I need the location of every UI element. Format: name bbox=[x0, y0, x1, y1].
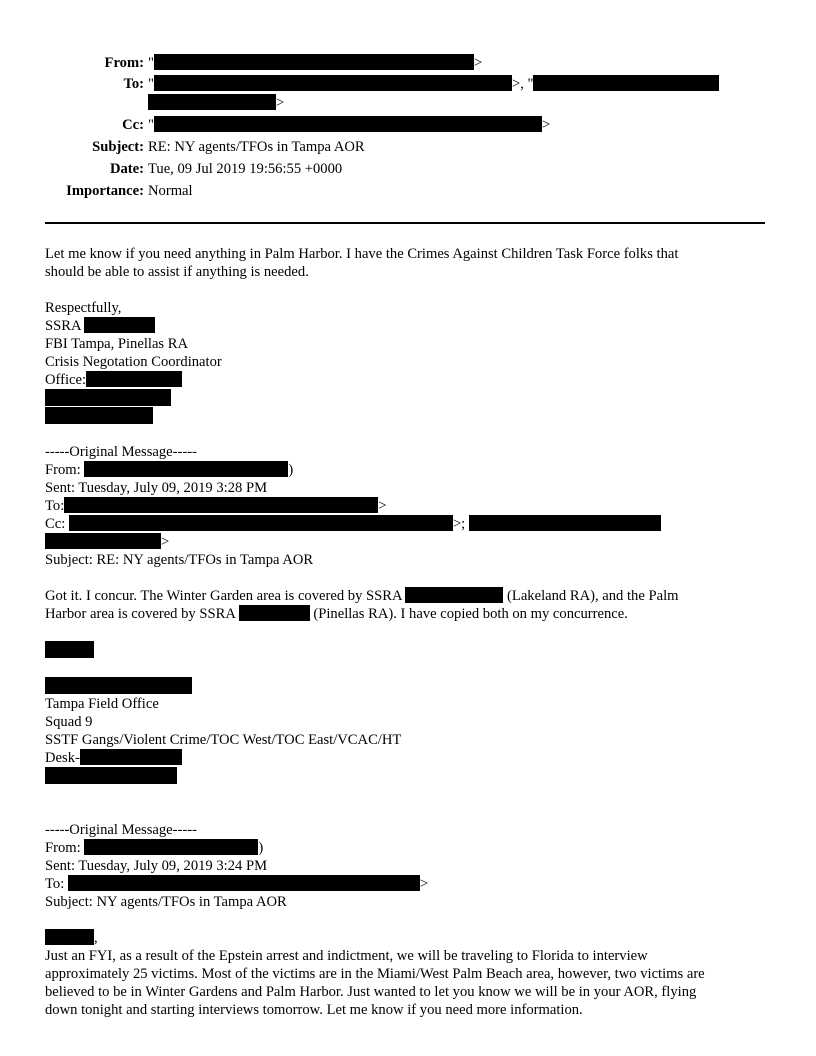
redaction bbox=[84, 317, 155, 333]
redaction bbox=[45, 677, 192, 694]
orig1-sent: Sent: Tuesday, July 09, 2019 3:28 PM bbox=[45, 480, 268, 496]
reply-sig-office: FBI Tampa, Pinellas RA bbox=[45, 336, 189, 352]
orig2-body-line: Just an FYI, as a result of the Epstein arrest and indictment, we will be traveling to Florida to interview bbox=[45, 948, 648, 964]
redaction bbox=[148, 94, 276, 110]
redaction bbox=[533, 75, 719, 91]
redaction bbox=[84, 839, 258, 855]
header-date-row bbox=[0, 160, 816, 178]
redaction bbox=[45, 407, 153, 424]
cc-value: " > bbox=[148, 117, 551, 133]
redaction bbox=[239, 605, 310, 621]
orig1-cc: Cc: >; bbox=[45, 515, 661, 533]
importance-value: Normal bbox=[148, 183, 193, 199]
orig1-body-line: Harbor area is covered by SSRA (Pinellas RA). I have copied both on my concurrence. bbox=[45, 606, 628, 622]
orig1-sig-squad: Squad 9 bbox=[45, 714, 93, 730]
orig2-body-line: believed to be in Winter Gardens and Palm Harbor. Just wanted to let you know we will be in your AOR, flying bbox=[45, 984, 697, 1000]
header-to-row-cont bbox=[0, 94, 816, 112]
redaction bbox=[64, 497, 378, 513]
header-importance-row bbox=[0, 182, 816, 200]
orig2-body-line: down tonight and starting interviews tomorrow. Let me know if you need more information. bbox=[45, 1002, 583, 1018]
header-from-row bbox=[0, 54, 816, 72]
importance-label: Importance: bbox=[66, 183, 144, 199]
reply-body-line: Let me know if you need anything in Palm Harbor. I have the Crimes Against Children Task Force folks that bbox=[45, 246, 679, 262]
to-value: " >, " bbox=[148, 75, 719, 93]
redaction bbox=[154, 116, 542, 132]
to-label: To: bbox=[123, 76, 144, 92]
redaction bbox=[405, 587, 503, 603]
orig1-sig-office: Tampa Field Office bbox=[45, 696, 159, 712]
orig2-body-line: approximately 25 victims. Most of the victims are in the Miami/West Palm Beach area, however, two victims are bbox=[45, 966, 705, 982]
redaction bbox=[45, 533, 161, 549]
redaction bbox=[68, 875, 420, 891]
cc-label: Cc: bbox=[122, 117, 144, 133]
header-cc-row bbox=[0, 116, 816, 134]
orig2-salutation: , bbox=[45, 929, 98, 947]
redaction bbox=[469, 515, 661, 531]
orig2-from: From: ) bbox=[45, 840, 264, 856]
orig2-divider: -----Original Message----- bbox=[45, 822, 197, 838]
orig1-from: From: ) bbox=[45, 462, 294, 478]
redaction bbox=[45, 767, 177, 784]
orig1-subject: Subject: RE: NY agents/TFOs in Tampa AOR bbox=[45, 552, 314, 568]
reply-sig-title: SSRA bbox=[45, 317, 155, 335]
redaction bbox=[45, 929, 94, 945]
orig2-subject: Subject: NY agents/TFOs in Tampa AOR bbox=[45, 894, 287, 910]
orig1-sig-desk: Desk- bbox=[45, 749, 182, 767]
date-label: Date: bbox=[109, 161, 144, 177]
redaction bbox=[154, 54, 474, 70]
orig1-divider: -----Original Message----- bbox=[45, 444, 197, 460]
date-value: Tue, 09 Jul 2019 19:56:55 +0000 bbox=[148, 161, 343, 177]
orig2-to: To: > bbox=[45, 876, 429, 892]
redaction bbox=[86, 371, 182, 387]
redaction bbox=[80, 749, 182, 765]
orig1-sig-unit: SSTF Gangs/Violent Crime/TOC West/TOC East/VCAC/HT bbox=[45, 732, 402, 748]
subject-label: Subject: bbox=[92, 139, 144, 155]
from-label: From: bbox=[104, 55, 144, 71]
orig1-body-line: Got it. I concur. The Winter Garden area is covered by SSRA (Lakeland RA), and the Palm bbox=[45, 588, 679, 604]
to-value-cont: > bbox=[148, 94, 284, 112]
orig2-sent: Sent: Tuesday, July 09, 2019 3:24 PM bbox=[45, 858, 268, 874]
reply-sig-phone: Office: bbox=[45, 371, 182, 389]
reply-body-line: should be able to assist if anything is needed. bbox=[45, 264, 309, 280]
header-subject-row bbox=[0, 138, 816, 156]
redaction bbox=[154, 75, 512, 91]
from-value: " > bbox=[148, 55, 483, 71]
subject-value: RE: NY agents/TFOs in Tampa AOR bbox=[148, 139, 365, 155]
redaction bbox=[84, 461, 288, 477]
orig1-to: To: > bbox=[45, 498, 387, 514]
redaction bbox=[69, 515, 453, 531]
header-to-row bbox=[0, 75, 816, 93]
redaction bbox=[45, 641, 94, 658]
header-divider bbox=[45, 222, 765, 224]
redaction bbox=[45, 389, 171, 406]
reply-closing: Respectfully, bbox=[45, 300, 122, 316]
reply-sig-role: Crisis Negotation Coordinator bbox=[45, 354, 222, 370]
orig1-cc-cont: > bbox=[45, 533, 169, 551]
